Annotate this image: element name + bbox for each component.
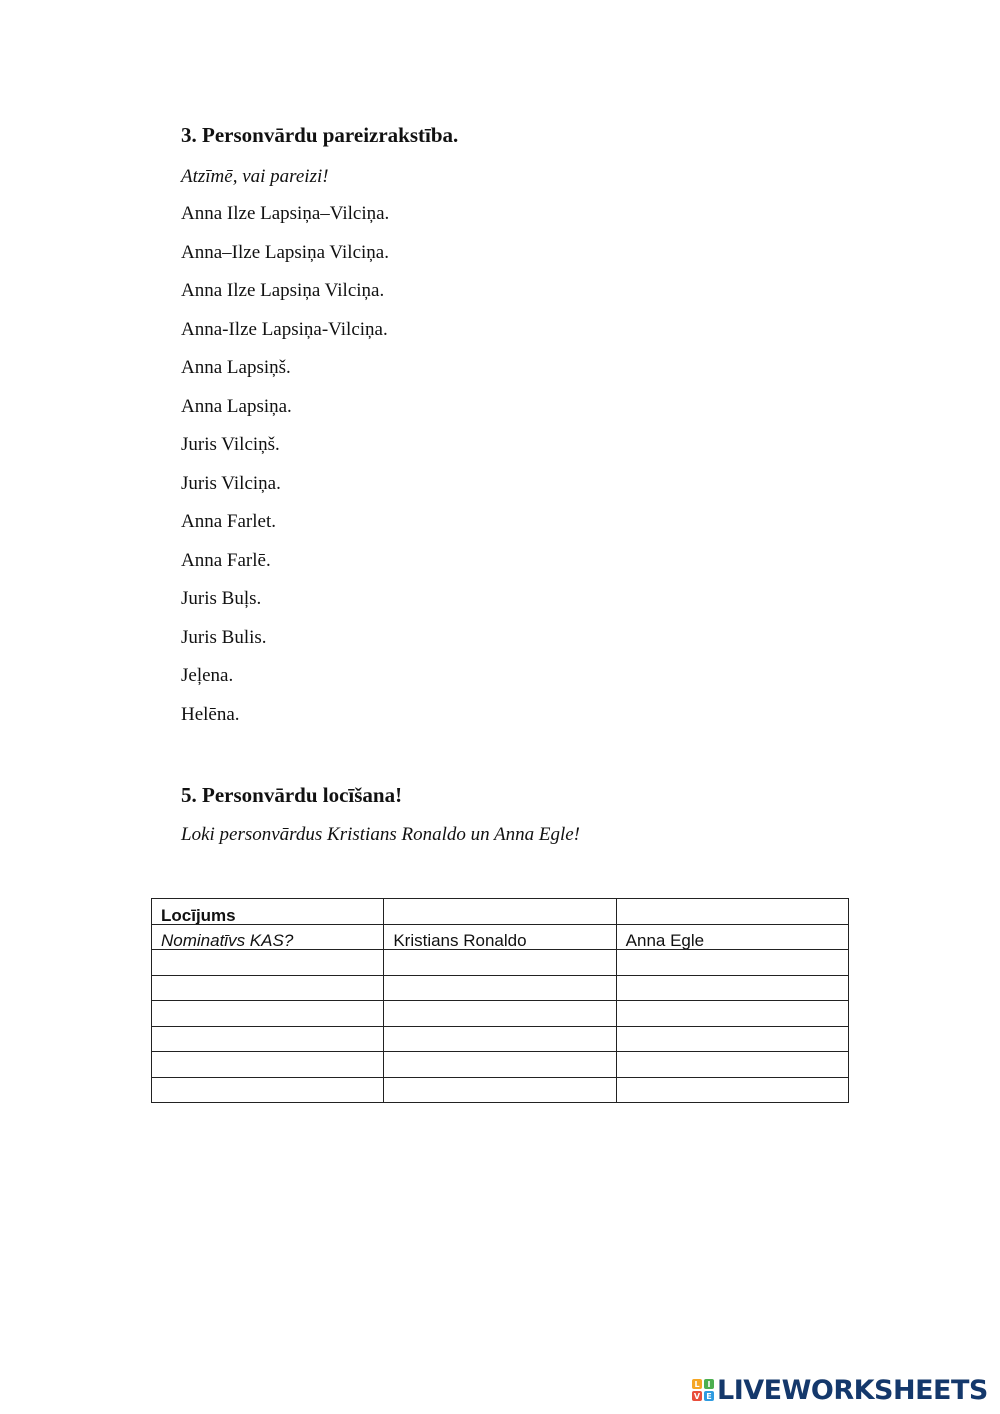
answer-cell[interactable] [152, 1077, 384, 1103]
table-cell: Nominatīvs KAS? [152, 924, 384, 950]
answer-cell[interactable] [152, 975, 384, 1001]
list-item[interactable]: Anna Lapsiņa. [181, 395, 292, 417]
list-item[interactable]: Anna-Ilze Lapsiņa-Vilciņa. [181, 318, 388, 340]
answer-cell[interactable] [616, 1026, 848, 1052]
list-item[interactable]: Juris Bulis. [181, 626, 267, 648]
answer-cell[interactable] [384, 1026, 616, 1052]
liveworksheets-logo [692, 1376, 988, 1404]
svg-text:I: I [707, 1380, 711, 1389]
table-row [152, 975, 849, 1001]
answer-cell[interactable] [616, 1052, 848, 1078]
table-cell[interactable] [384, 899, 616, 925]
declension-table [151, 898, 849, 1103]
list-item[interactable]: Juris Vilciņš. [181, 434, 280, 455]
answer-cell[interactable] [384, 1077, 616, 1103]
list-item[interactable]: Jeļena. [181, 665, 234, 686]
table-row [152, 1026, 849, 1052]
list-item[interactable]: Helēna. [181, 703, 240, 725]
list-item[interactable]: Juris Buļs. [181, 588, 262, 609]
answer-cell[interactable] [616, 975, 848, 1001]
answer-cell[interactable] [384, 950, 616, 976]
answer-cell[interactable] [616, 1001, 848, 1027]
list-item[interactable]: Anna Farlē. [181, 549, 271, 571]
table-row [152, 1001, 849, 1027]
answer-cell[interactable] [152, 950, 384, 976]
liveworksheets-logo-text: LIVEWORKSHEETS [717, 1374, 988, 1406]
list-item[interactable]: Anna Ilze Lapsiņa Vilciņa. [181, 280, 385, 301]
table-header-cell: Locījums [152, 899, 384, 925]
list-item[interactable]: Anna Lapsiņš. [181, 357, 291, 378]
name-spelling-list [181, 204, 389, 743]
answer-cell[interactable] [384, 1001, 616, 1027]
svg-text:E: E [706, 1392, 712, 1401]
answer-cell[interactable] [152, 1052, 384, 1078]
liveworksheets-logo-icon [692, 1379, 714, 1401]
answer-cell[interactable] [384, 975, 616, 1001]
section-5-instruction: Loki personvārdus Kristians Ronaldo un Anna Egle! [181, 824, 580, 845]
table-row [152, 1052, 849, 1078]
table-cell: Anna Egle [616, 924, 848, 950]
list-item[interactable]: Anna Farlet. [181, 511, 276, 532]
svg-text:L: L [694, 1380, 700, 1389]
table-row [152, 899, 849, 925]
answer-cell[interactable] [384, 1052, 616, 1078]
answer-cell[interactable] [152, 1001, 384, 1027]
table-row [152, 924, 849, 950]
table-row [152, 1077, 849, 1103]
section-5-heading: 5. Personvārdu locīšana! [181, 783, 403, 807]
table-row [152, 950, 849, 976]
answer-cell[interactable] [616, 1077, 848, 1103]
section-3-instruction: Atzīmē, vai pareizi! [181, 166, 329, 187]
answer-cell[interactable] [616, 950, 848, 976]
list-item[interactable]: Anna–Ilze Lapsiņa Vilciņa. [181, 241, 389, 263]
table-cell[interactable] [616, 899, 848, 925]
list-item[interactable]: Juris Vilciņa. [181, 472, 281, 494]
svg-text:V: V [693, 1392, 701, 1401]
table-cell: Kristians Ronaldo [384, 924, 616, 950]
section-3-heading: 3. Personvārdu pareizrakstība. [181, 123, 459, 147]
list-item[interactable]: Anna Ilze Lapsiņa–Vilciņa. [181, 203, 390, 224]
answer-cell[interactable] [152, 1026, 384, 1052]
